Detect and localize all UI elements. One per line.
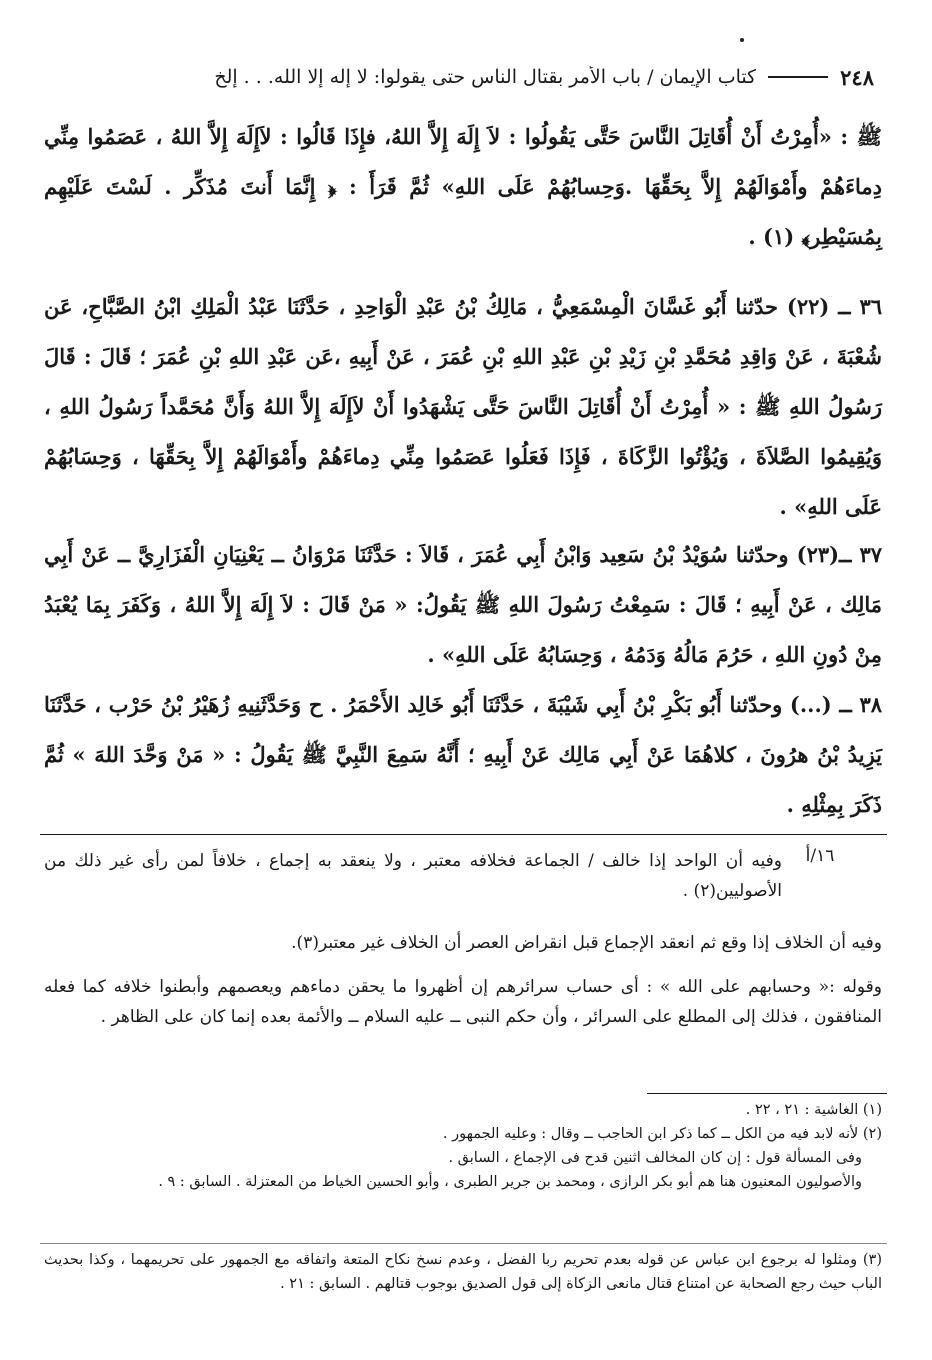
main-separator <box>40 834 887 835</box>
footnotes <box>44 1098 882 1194</box>
hadith-intro: ﷺ : «أُمِرْتُ أَنْ أُقَاتِلَ النَّاسَ حَتَّى يَقُولُوا : لاَ إِلَهَ إِلاَّ اللهُ، فإِذَا قَالُوا : لاَإِلَهَ إِلاَّ اللهُ ، عَصَمُوا مِنِّي دِماءَهُمْ وأَمْوَالَهُمْ إِلاَّ بِحَقِّهَا .وَحِسابُهُمْ عَلَى اللهِ» ثُمَّ قَرَأَ : ﴿ إِنَّمَا أَنتَ مُذَكِّر . لَسْتَ عَلَيْهِم بِمُسَيْطِر﴾ (١) . <box>44 124 882 249</box>
page-mark <box>740 38 744 42</box>
footnote-2-continuation: وفى المسألة قول : إن كان المخالف اثنين قدح فى الإجماع ، السابق . <box>448 1150 862 1166</box>
hadith-36: ٣٦ ــ (٢٢) حدّثنا أَبُو غَسَّانَ الْمِسْمَعِيُّ ، مَالِكُ بْنُ عَبْدِ الْوَاحِدِ ، حَدَّثَنَا عَبْدُ الْمَلِكِ ابْنُ الصَّبَّاحِ، عَن شُعْبَةَ ، عَنْ وَاقِدِ مُحَمَّدِ بْنِ زَيْدِ بْنِ عَبْدِ اللهِ بْنِ عُمَرَ ، عَنْ أَبِيهِ ،عَن عَبْدِ اللهِ بْنِ عُمَرَ ؛ قَالَ : قَالَ رَسُولُ اللهِ ﷺ : « أُمِرْتُ أَنْ أُقَاتِلَ النَّاسَ حَتَّى يَشْهَدُوا أَنْ لاَإِلَهَ إِلاَّ اللهُ وَأَنَّ مُحَمَّداً رَسُولُ اللهِ ، وَيُقِيمُوا الصَّلاَةَ ، وَيُؤْتُوا الزَّكَاةَ ، فَإِذَا فَعَلُوا عَصَمُوا مِنِّي دِماءَهُمْ وأَمْوَالَهُمْ إِلاَّ بِحَقِّهَا ، وَحِسَابُهُمْ عَلَى اللهِ» . <box>44 294 882 519</box>
footnote-divider <box>40 1243 887 1244</box>
footnote-2: (٢) لأنه لابد فيه من الكل ــ كما ذكر ابن الحاجب ــ وقال : وعليه الجمهور . <box>442 1126 882 1142</box>
commentary-paragraph-3: وقوله :« وحسابهم على الله » : أى حساب سرائرهم إن أظهروا ما يحقن دماءهم ويعصمهم وأبطنوا خلافه كما فعله المنافقون ، فذلك إلى المطلع على السرائر ، وأن حكم النبى ــ عليه السلام ــ والأئمة بعده إنما كان على الظاهر . <box>44 977 882 1027</box>
commentary-paragraph-2: وفيه أن الخلاف إذا وقع ثم انعقد الإجماع قبل انقراض العصر أن الخلاف غير معتبر(٣). <box>291 933 882 953</box>
footnote-3: (٣) ومثلوا له برجوع ابن عباس عن قوله بعدم تحريم ربا الفضل ، وعدم نسخ نكاح المتعة واتفاقه مع الجمهور على تحريمهما ، وكذا بحديث الباب حيث رجع الصحابة عن امتناع قتال مانعى الزكاة إلى قول الصديق بوجوب قتالهم . السابق : ٢١ . <box>44 1252 882 1292</box>
running-header <box>60 62 874 92</box>
hadith-37: ٣٧ ــ(٢٣) وحدّثنا سُوَيْدُ بْنُ سَعِيد وَابْنُ أَبِي عُمَرَ ، قَالاَ : حَدَّثَنَا مَرْوَانُ ــ يَعْنِيَانِ الْفَزَارِيَّ ــ عَنْ أَبِي مَالِك ، عَنْ أَبِيهِ ؛ قَالَ : سَمِعْتُ رَسُولَ اللهِ ﷺ يَقُولُ: « مَنْ قَالَ : لاَ إِلَهَ إِلاَّ اللهُ ، وَكَفَرَ بِمَا يُعْبَدُ مِنْ دُونِ اللهِ ، حَرُمَ مَالُهُ وَدَمُهُ ، وَحِسَابُهُ عَلَى اللهِ» . <box>44 542 882 667</box>
footnote-separator <box>647 1093 887 1094</box>
page-number: ٢٤٨ <box>840 64 874 90</box>
footnote-1: (١) الغاشية : ٢١ ، ٢٢ . <box>745 1102 882 1118</box>
commentary-paragraph-1: وفيه أن الواحد إذا خالف / الجماعة فخلافه معتبر ، ولا ينعقد به إجماع ، خلافاً لمن رأى غير ذلك من الأصوليين(٢) . <box>44 851 782 901</box>
margin-folio-note: ١٦/أ <box>805 846 835 866</box>
footnote-2-continuation: والأصوليون المعنيون هنا هم أبو بكر الرازى ، ومحمد بن جرير الطبرى ، وأبو الحسين الخياط من المعتزلة . السابق : ٩ . <box>158 1174 862 1190</box>
header-title: كتاب الإيمان / باب الأمر بقتال الناس حتى يقولوا: لا إله إلا الله. . . إلخ <box>214 66 757 88</box>
header-rule <box>768 76 828 78</box>
hadith-38: ٣٨ ــ (...) وحدّثنا أَبُو بَكْرِ بْنُ أَبِي شَيْبَةَ ، حَدَّثَنَا أَبُو خَالِد الأَحْمَرُ . ح وَحَدَّثَنِيهِ زُهَيْرُ بْنُ حَرْب ، حَدَّثَنَا يَزِيدُ بْنُ هرُونَ ، كلاهُمَا عَنْ أَبِي مَالِك عَنْ أَبِيهِ ؛ أَنَّهُ سَمِعَ النَّبِيَّ ﷺ يَقُولُ : « مَنْ وَحَّدَ اللهَ » ثُمَّ ذَكَرَ بِمِثْلِهِ . <box>44 692 882 817</box>
